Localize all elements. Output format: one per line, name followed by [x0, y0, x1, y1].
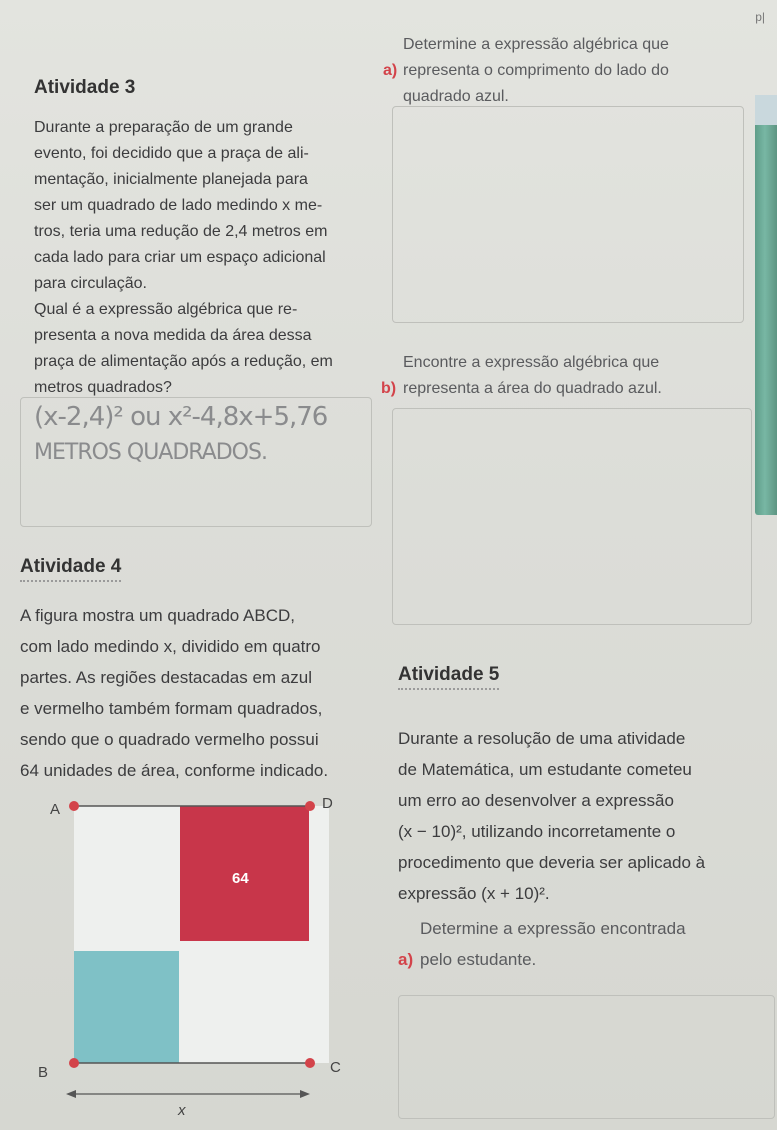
atividade-5-text-2: (x − 10)², utilizando incorretamente o procedimento que deveria ser aplicado à expressão (x + 10)². [398, 822, 706, 903]
atividade-3-text: Durante a preparação de um grande evento, foi decidido que a praça de ali- mentação, inicialmente planejada para ser um quadrado de lado medindo x me- tros, teria uma redução de 2,4 metros em cada lado para criar um espaço adicional para circulação. Qual é a expressão algébrica que re- presenta a nova medida da área dessa praça de alimentação após a redução, em metros quadrados? [34, 119, 333, 396]
vertex-d [305, 801, 315, 811]
label-a: A [50, 801, 61, 818]
label-side-x: x [178, 1102, 186, 1119]
arrow-head-left [66, 1090, 76, 1098]
vertex-b [69, 1058, 79, 1068]
label-c: C [330, 1059, 341, 1076]
question-5a-answer-box[interactable] [398, 995, 775, 1119]
question-5a-text: Determine a expressão encontrada pelo estudante. [420, 919, 686, 969]
blue-square [74, 951, 179, 1063]
square-abcd-svg [20, 790, 360, 1120]
question-5a-label: a) [398, 950, 414, 969]
handwritten-answer-line-1: (x-2,4)² ou x²-4,8x+5,76 [34, 402, 328, 432]
question-b-answer-box[interactable] [392, 408, 752, 625]
question-5a-line [398, 913, 413, 975]
question-b-label: b) [381, 380, 397, 397]
atividade-4-title: Atividade 4 [20, 556, 121, 582]
label-b: B [38, 1064, 49, 1081]
atividade-5-text-1: Durante a resolução de uma atividade de Matemática, um estudante cometeu um erro ao desenvolver a expressão [398, 729, 692, 810]
question-a-text: Determine a expressão algébrica que representa o comprimento do lado do quadrado azul. [403, 36, 669, 105]
vertex-c [305, 1058, 315, 1068]
question-a-label: a) [383, 62, 398, 79]
pencil-decoration [755, 95, 777, 515]
corner-mark: p| [755, 10, 765, 24]
square-abcd-figure [20, 790, 360, 1120]
atividade-4-text: A figura mostra um quadrado ABCD, com lado medindo x, dividido em quatro partes. As regiões destacadas em azul e vermelho também formam quadrados, sendo que o quadrado vermelho possui 64 unidades de área, conforme indicado. [20, 606, 329, 780]
pencil-cap [755, 95, 777, 125]
label-d: D [322, 795, 333, 812]
question-b-text: Encontre a expressão algébrica que representa a área do quadrado azul. [403, 354, 662, 397]
label-area-64: 64 [232, 870, 249, 887]
question-b-line [381, 350, 396, 402]
atividade-3-title: Atividade 3 [34, 77, 136, 98]
vertex-a [69, 801, 79, 811]
atividade-5-title: Atividade 5 [398, 664, 499, 690]
question-a-answer-box[interactable] [392, 106, 744, 323]
arrow-head-right [300, 1090, 310, 1098]
handwritten-answer-line-2: METROS QUADRADOS. [34, 440, 267, 465]
